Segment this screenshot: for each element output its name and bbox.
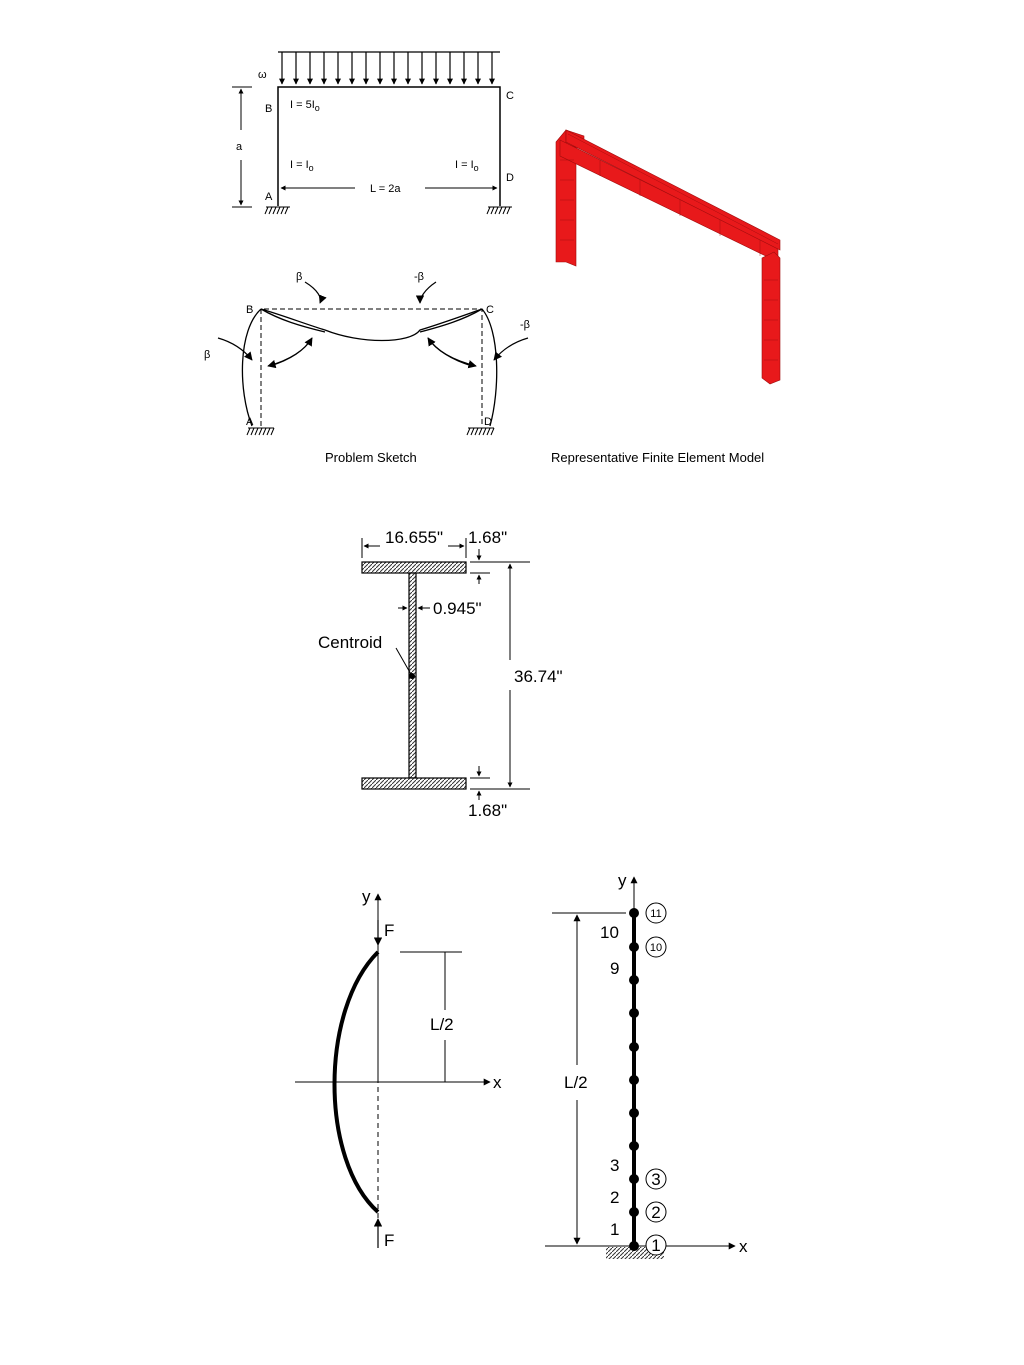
undeformed-outline xyxy=(261,309,482,426)
element-label-2: 2 xyxy=(610,1188,620,1207)
deformed-supports xyxy=(247,428,494,435)
bottom-flange xyxy=(362,778,466,789)
joint-c-label: C xyxy=(506,90,514,102)
fe-model-caption: Representative Finite Element Model xyxy=(551,450,765,465)
flange-thickness-bottom-label: 1.68" xyxy=(468,801,508,820)
right-column-inertia-label: $I = I_o$ xyxy=(455,159,479,173)
distributed-load-arrows xyxy=(278,52,500,84)
mesh-y-axis-label: y xyxy=(618,871,627,890)
joint-a-label: A xyxy=(265,191,273,203)
joint-b-label: B xyxy=(265,103,273,115)
joint-d-label: D xyxy=(506,172,514,184)
node-label-3: 3 xyxy=(651,1170,661,1189)
centroid-point xyxy=(409,673,415,679)
frame-sketch xyxy=(232,52,514,214)
beta-left-label: β xyxy=(204,349,211,361)
element-label-1: 1 xyxy=(610,1220,620,1239)
top-flange xyxy=(362,562,466,573)
node-label-10: 10 xyxy=(649,942,663,954)
y-axis-label: y xyxy=(362,887,371,906)
fe-model-image xyxy=(551,130,780,465)
beta-top-right-label: -β xyxy=(414,271,424,283)
force-bottom-label: F xyxy=(384,1231,395,1250)
flange-thickness-top-label: 1.68" xyxy=(468,528,508,547)
force-top-label: F xyxy=(384,921,395,940)
flange-thickness-bottom-dimension xyxy=(470,766,490,800)
beta-top-left-label: β xyxy=(296,271,303,283)
span-label: L = 2a xyxy=(370,183,401,195)
beam-inertia-label: $I = 5I_o$ xyxy=(290,99,320,113)
element-label-3: 3 xyxy=(610,1156,620,1175)
i-beam-section xyxy=(318,528,563,820)
height-label: a xyxy=(236,141,243,153)
x-axis-label: x xyxy=(493,1073,502,1092)
deformed-shape xyxy=(242,309,496,426)
buckled-column xyxy=(295,887,502,1250)
flange-thickness-top-dimension xyxy=(470,549,530,584)
deformed-sketch xyxy=(204,271,530,465)
problem-sketch-caption: Problem Sketch xyxy=(325,450,417,465)
beta-right-label: -β xyxy=(520,319,530,331)
centroid-label: Centroid xyxy=(318,633,383,652)
deformed-joint-c-label: C xyxy=(486,304,494,316)
half-length-label: L/2 xyxy=(430,1015,454,1034)
node-label-2: 2 xyxy=(651,1203,661,1222)
flange-width-label: 16.655" xyxy=(385,528,444,547)
mesh-half-length-label: L/2 xyxy=(564,1073,588,1092)
left-column-inertia-label: $I = I_o$ xyxy=(290,159,314,173)
deformed-joint-d-label: D xyxy=(484,416,492,428)
depth-label: 36.74" xyxy=(514,667,563,686)
column-mesh xyxy=(545,871,748,1259)
deformed-joint-b-label: B xyxy=(246,304,254,316)
node-label-11: 11 xyxy=(650,908,662,920)
node-label-1: 1 xyxy=(651,1236,661,1255)
mesh-x-axis-label: x xyxy=(739,1237,748,1256)
element-label-10: 10 xyxy=(600,923,619,942)
deformed-joint-a-label: A xyxy=(246,416,254,428)
load-label: ω xyxy=(258,69,267,81)
element-label-9: 9 xyxy=(610,959,620,978)
frame-supports xyxy=(265,207,512,214)
web-thickness-label: 0.945" xyxy=(433,599,482,618)
